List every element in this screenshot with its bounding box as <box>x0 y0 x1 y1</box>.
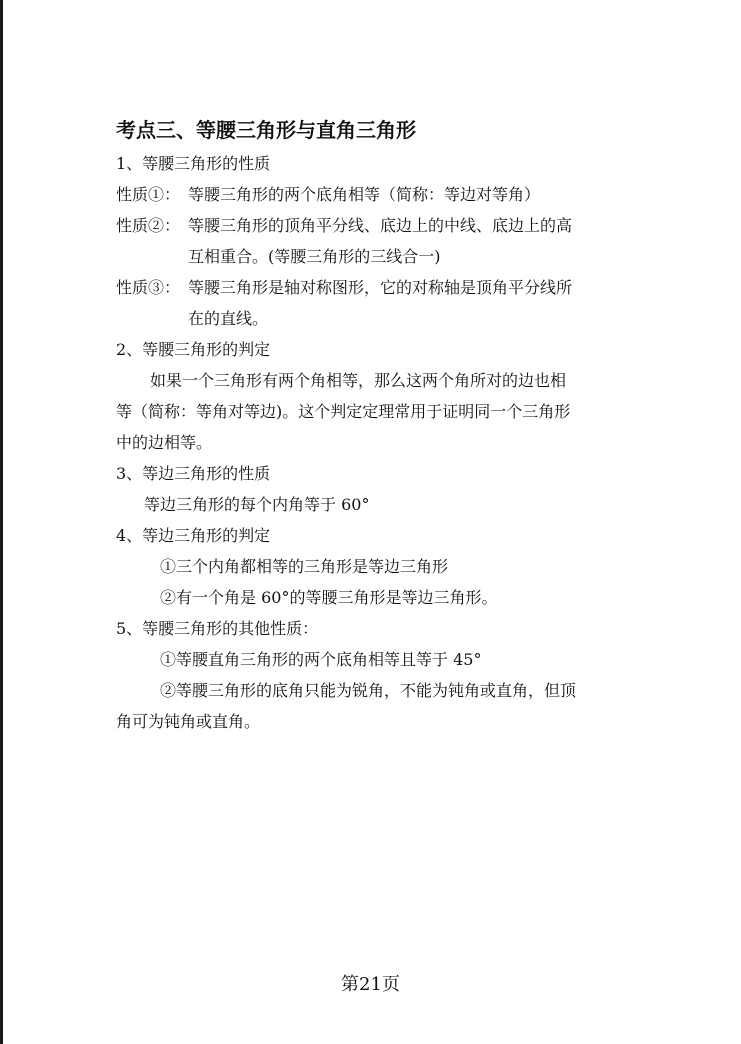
left-border-rule <box>0 0 3 1044</box>
section3-heading: 3、等边三角形的性质 <box>116 464 271 483</box>
page-content <box>116 114 636 737</box>
section5-heading: 5、等腰三角形的其他性质： <box>116 619 319 638</box>
property-2-label: 性质②： <box>116 216 181 235</box>
property-1-body <box>188 179 636 210</box>
section5-item-1: ①等腰直角三角形的两个底角相等且等于 45° <box>160 650 482 669</box>
property-1 <box>116 179 636 210</box>
property-2-line-2: 互相重合。(等腰三角形的三线合一) <box>188 247 441 266</box>
property-1-line: 等腰三角形的两个底角相等（简称：等边对等角） <box>188 185 541 204</box>
property-3 <box>116 272 636 334</box>
property-2-body <box>188 210 636 272</box>
section5-item-2 <box>116 675 636 737</box>
section2-paragraph <box>116 365 636 458</box>
property-2 <box>116 210 636 272</box>
property-1-label: 性质①： <box>116 185 181 204</box>
section4-heading: 4、等边三角形的判定 <box>116 526 271 545</box>
section5-item-2-line-2: 角可为钝角或直角。 <box>116 712 261 731</box>
property-3-body <box>188 272 636 334</box>
section3-body: 等边三角形的每个内角等于 60° <box>144 495 370 514</box>
section1-heading: 1、等腰三角形的性质 <box>116 154 271 173</box>
property-3-line-1: 等腰三角形是轴对称图形，它的对称轴是顶角平分线所 <box>188 278 573 297</box>
section4-item-1: ①三个内角都相等的三角形是等边三角形 <box>160 557 449 576</box>
section2-line-2: 等（简称：等角对等边)。这个判定定理常用于证明同一个三角形 <box>116 402 571 421</box>
section-title: 考点三、等腰三角形与直角三角形 <box>116 118 416 142</box>
section4-item-2: ②有一个角是 60°的等腰三角形是等边三角形。 <box>160 588 498 607</box>
page-number: 第21页 <box>341 974 400 995</box>
property-3-label: 性质③： <box>116 278 181 297</box>
section2-heading: 2、等腰三角形的判定 <box>116 340 271 359</box>
section2-line-1: 如果一个三角形有两个角相等，那么这两个角所对的边也相 <box>150 371 567 390</box>
section2-line-3: 中的边相等。 <box>116 433 213 452</box>
section5-item-2-line-1: ②等腰三角形的底角只能为锐角，不能为钝角或直角，但顶 <box>160 681 577 700</box>
property-2-line-1: 等腰三角形的顶角平分线、底边上的中线、底边上的高 <box>188 216 573 235</box>
property-3-line-2: 在的直线。 <box>188 309 269 328</box>
